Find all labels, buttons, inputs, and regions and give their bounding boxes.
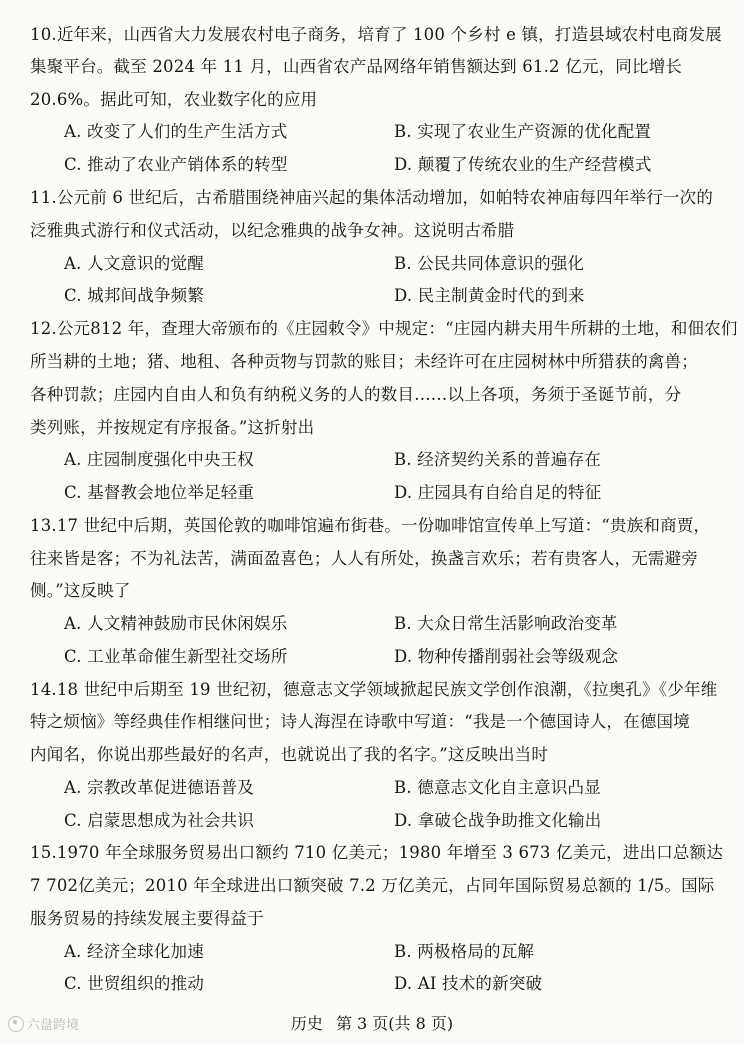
watermark-logo-icon — [8, 1016, 24, 1032]
option-a[interactable]: A. 经济全球化加速 — [64, 942, 204, 961]
question-stem-line: 13.17 世纪中后期，英国伦敦的咖啡馆遍布街巷。一份咖啡馆宣传单上写道：“贵族和商贾， — [30, 516, 711, 535]
option-a[interactable]: A. 人文意识的觉醒 — [64, 254, 204, 273]
option-d[interactable]: D. AI 技术的新突破 — [394, 974, 543, 993]
question-number: 12. — [30, 319, 57, 338]
question-stem-line: 服务贸易的持续发展主要得益于 — [30, 909, 264, 928]
option-d[interactable]: D. 拿破仑战争助推文化输出 — [394, 811, 602, 830]
option-d[interactable]: D. 颠覆了传统农业的生产经营模式 — [394, 155, 652, 174]
option-d[interactable]: D. 物种传播削弱社会等级观念 — [394, 647, 619, 666]
option-a[interactable]: A. 宗教改革促进德语普及 — [64, 778, 255, 797]
question-stem-line: 特之烦恼》等经典佳作相继问世；诗人海涅在诗歌中写道：“我是一个德国诗人，在德国境 — [30, 712, 690, 731]
option-a[interactable]: A. 人文精神鼓励市民休闲娱乐 — [64, 614, 288, 633]
option-b[interactable]: B. 大众日常生活影响政治变革 — [394, 614, 618, 633]
watermark — [8, 1016, 79, 1035]
option-c[interactable]: C. 工业革命催生新型社交场所 — [64, 647, 288, 666]
option-b[interactable]: B. 实现了农业生产资源的优化配置 — [394, 122, 652, 141]
page-footer — [0, 1013, 744, 1035]
question-stem-line: 内闻名，你说出那些最好的名声，也就说出了我的名字。”这反映出当时 — [30, 745, 549, 764]
question-stem-line: 往来皆是客；不为礼法苦，满面盈喜色；人人有所处，换盏言欢乐；若有贵客人，无需避旁 — [30, 549, 698, 568]
question-number: 15. — [30, 843, 57, 862]
question-stem-line: 所当耕的土地；猪、地租、各种贡物与罚款的账目；未经许可在庄园树林中所猎获的禽兽； — [30, 352, 698, 371]
option-b[interactable]: B. 德意志文化自主意识凸显 — [394, 778, 601, 797]
question-stem-line: 15.1970 年全球服务贸易出口额约 710 亿美元；1980 年增至 3 673 亿美元，进出口总额达 — [30, 843, 724, 862]
question-number: 11. — [30, 188, 57, 207]
question-stem-line: 集聚平台。截至 2024 年 11 月，山西省农产品网络年销售额达到 61.2 亿元，同比增长 — [30, 57, 683, 76]
question-stem-line: 20.6%。据此可知，农业数字化的应用 — [30, 90, 318, 109]
question-stem-line: 侧。”这反映了 — [30, 581, 131, 600]
question-stem-line: 14.18 世纪中后期至 19 世纪初，德意志文学领域掀起民族文学创作浪潮，《拉奥孔》《少年维 — [30, 680, 718, 699]
footer-subject: 历史 — [290, 1014, 323, 1033]
option-c[interactable]: C. 推动了农业产销体系的转型 — [64, 155, 288, 174]
option-b[interactable]: B. 两极格局的瓦解 — [394, 942, 535, 961]
question-number: 14. — [30, 680, 57, 699]
question-stem-line: 泛雅典式游行和仪式活动，以纪念雅典的战争女神。这说明古希腊 — [30, 221, 515, 240]
option-c[interactable]: C. 城邦间战争频繁 — [64, 286, 205, 305]
option-c[interactable]: C. 世贸组织的推动 — [64, 974, 205, 993]
option-d[interactable]: D. 民主制黄金时代的到来 — [394, 286, 585, 305]
question-number: 10. — [30, 25, 57, 44]
option-d[interactable]: D. 庄园具有自给自足的特征 — [394, 483, 602, 502]
question-stem-line: 7 702亿美元；2010 年全球进出口额突破 7.2 万亿美元，占同年国际贸易总额的 1/5。国际 — [30, 876, 715, 895]
option-c[interactable]: C. 启蒙思想成为社会共识 — [64, 811, 255, 830]
question-stem-line: 类列账，并按规定有序报备。”这折射出 — [30, 418, 315, 437]
question-stem-line: 10.近年来，山西省大力发展农村电子商务，培育了 100 个乡村 e 镇，打造县域农村电商发展 — [30, 25, 722, 44]
footer-page-number: 第 3 页(共 8 页) — [335, 1014, 454, 1033]
watermark-text: 六盘跨境 — [27, 1018, 80, 1033]
option-b[interactable]: B. 经济契约关系的普遍存在 — [394, 450, 601, 469]
question-number: 13. — [30, 516, 57, 535]
question-stem-line: 12.公元812 年，查理大帝颁布的《庄园敕令》中规定：“庄园内耕夫用牛所耕的土地，和佃农们 — [30, 319, 738, 338]
question-stem-line: 11.公元前 6 世纪后，古希腊围绕神庙兴起的集体活动增加，如帕特农神庙每四年举行一次的 — [30, 188, 714, 207]
question-stem-line: 各种罚款；庄园内自由人和负有纳税义务的人的数目……以上各项，务须于圣诞节前，分 — [30, 385, 682, 404]
option-a[interactable]: A. 改变了人们的生产生活方式 — [64, 122, 288, 141]
option-a[interactable]: A. 庄园制度强化中央王权 — [64, 450, 255, 469]
option-b[interactable]: B. 公民共同体意识的强化 — [394, 254, 585, 273]
option-c[interactable]: C. 基督教会地位举足轻重 — [64, 483, 255, 502]
